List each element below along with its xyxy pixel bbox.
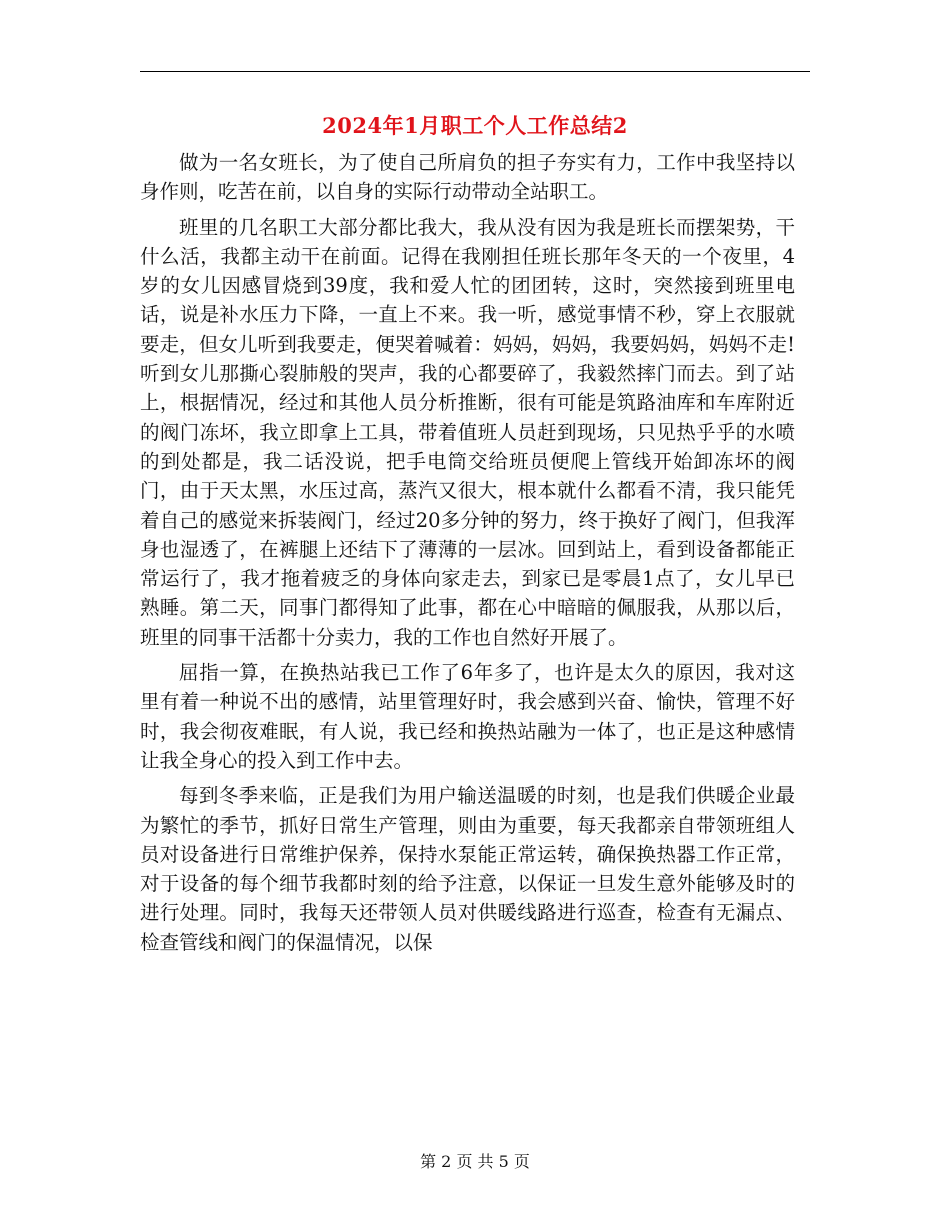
paragraph-4: 每到冬季来临，正是我们为用户输送温暖的时刻，也是我们供暖企业最为繁忙的季节，抓好日常生产管理，则由为重要，每天我都亲自带领班组人员对设备进行日常维护保养，保持水泵能正常运转，确保换热器工作正常，对于设备的每个细节我都时刻的给予注意，以保证一旦发生意外能够及时的进行处理。同时，我每天还带领人员对供暖线路进行巡查，检查有无漏点、检查管线和阀门的保温情况，以保	[140, 784, 795, 954]
paragraph-3: 屈指一算，在换热站我已工作了6年多了，也许是太久的原因，我对这里有着一种说不出的感情，站里管理好时，我会感到兴奋、愉快，管理不好时，我会彻夜难眠，有人说，我已经和换热站融为一体了，也正是这种感情让我全身心的投入到工作中去。	[140, 661, 795, 772]
page-number-footer: 第 2 页 共 5 页	[420, 1152, 530, 1171]
paragraph-1: 做为一名女班长，为了使自己所肩负的担子夯实有力，工作中我坚持以身作则，吃苦在前，以自身的实际行动带动全站职工。	[140, 151, 795, 204]
paragraph-2: 班里的几名职工大部分都比我大，我从没有因为我是班长而摆架势，干什么活，我都主动干在前面。记得在我刚担任班长那年冬天的一个夜里，4岁的女儿因感冒烧到39度，我和爱人忙的团团转，这时，突然接到班里电话，说是补水压力下降，一直上不来。我一听，感觉事情不秒，穿上衣服就要走，但女儿听到我要走，便哭着喊着：妈妈，妈妈，我要妈妈，妈妈不走!听到女儿那撕心裂肺般的哭声，我的心都要碎了，我毅然摔门而去。到了站上，根据情况，经过和其他人员分析推断，很有可能是筑路油库和车库附近的阀门冻坏，我立即拿上工具，带着值班人员赶到现场，只见热乎乎的水喷的到处都是，我二话没说，把手电筒交给班员便爬上管线开始卸冻坏的阀门，由于天太黑，水压过高，蒸汽又很大，根本就什么都看不清，我只能凭着自己的感觉来拆装阀门，经过20多分钟的努力，终于换好了阀门，但我浑身也湿透了，在裤腿上还结下了薄薄的一层冰。回到站上，看到设备都能正常运行了，我才拖着疲乏的身体向家走去，到家已是零晨1点了，女儿早已熟睡。第二天，同事门都得知了此事，都在心中暗暗的佩服我，从那以后，班里的同事干活都十分卖力，我的工作也自然好开展了。	[140, 215, 795, 649]
header-rule	[140, 71, 810, 72]
document-title: 2024年1月职工个人工作总结2	[322, 113, 628, 138]
document-body	[140, 148, 795, 963]
